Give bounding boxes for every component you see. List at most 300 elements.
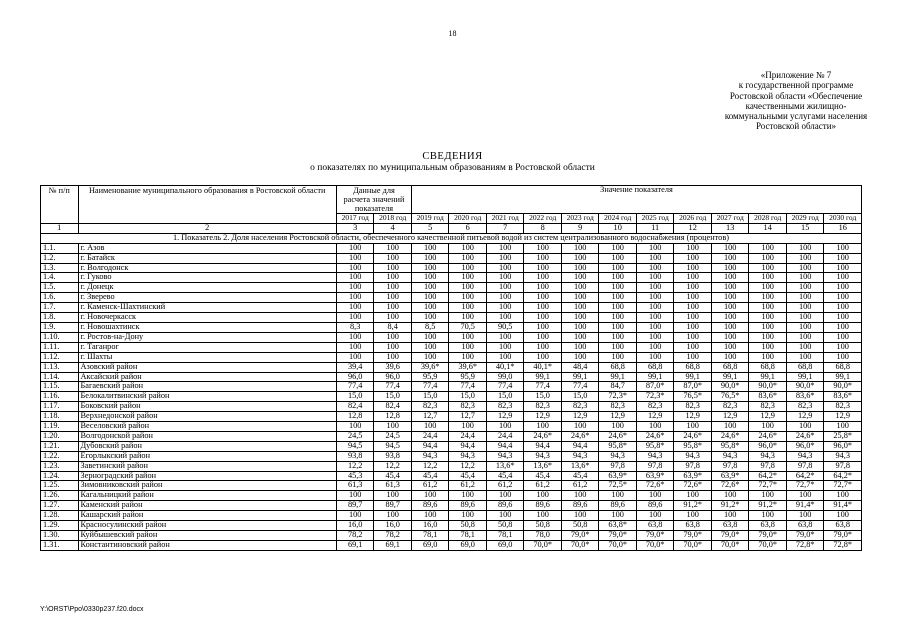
value-cell: 100 bbox=[824, 422, 862, 432]
value-cell: 100 bbox=[824, 352, 862, 362]
value-cell: 100 bbox=[374, 253, 412, 263]
value-cell: 40,1* bbox=[486, 362, 524, 372]
value-cell: 100 bbox=[711, 511, 749, 521]
value-cell: 100 bbox=[749, 491, 787, 501]
value-cell: 100 bbox=[824, 342, 862, 352]
value-cell: 61,2 bbox=[561, 481, 599, 491]
value-cell: 100 bbox=[411, 332, 449, 342]
row-number: 1.20. bbox=[41, 431, 79, 441]
value-cell: 100 bbox=[411, 313, 449, 323]
municipality-name: г. Каменск-Шахтинский bbox=[78, 303, 336, 313]
value-cell: 24,4 bbox=[486, 431, 524, 441]
value-cell: 100 bbox=[561, 273, 599, 283]
table-row bbox=[41, 362, 862, 372]
value-cell: 94,3 bbox=[561, 451, 599, 461]
row-number: 1.10. bbox=[41, 332, 79, 342]
value-cell: 100 bbox=[374, 511, 412, 521]
value-cell: 100 bbox=[524, 303, 562, 313]
value-cell: 72,7* bbox=[786, 481, 824, 491]
value-cell: 76,5* bbox=[711, 392, 749, 402]
value-cell: 100 bbox=[524, 511, 562, 521]
value-cell: 100 bbox=[786, 352, 824, 362]
header-year: 2020 год bbox=[449, 214, 487, 224]
table-row bbox=[41, 352, 862, 362]
value-cell: 99,1 bbox=[561, 372, 599, 382]
value-cell: 100 bbox=[561, 342, 599, 352]
value-cell: 83,6* bbox=[824, 392, 862, 402]
header-year: 2025 год bbox=[636, 214, 674, 224]
table-row bbox=[41, 273, 862, 283]
column-number: 10 bbox=[599, 223, 637, 233]
value-cell: 100 bbox=[449, 253, 487, 263]
value-cell: 91,4* bbox=[786, 501, 824, 511]
value-cell: 90,5 bbox=[486, 322, 524, 332]
value-cell: 68,8 bbox=[599, 362, 637, 372]
value-cell: 100 bbox=[561, 283, 599, 293]
value-cell: 99,1 bbox=[749, 372, 787, 382]
column-number: 6 bbox=[449, 223, 487, 233]
value-cell: 100 bbox=[749, 313, 787, 323]
value-cell: 39,6* bbox=[449, 362, 487, 372]
value-cell: 100 bbox=[486, 342, 524, 352]
value-cell: 77,4 bbox=[374, 382, 412, 392]
value-cell: 100 bbox=[374, 422, 412, 432]
municipality-name: Багаевский район bbox=[78, 382, 336, 392]
value-cell: 70,0* bbox=[599, 540, 637, 550]
value-cell: 100 bbox=[749, 422, 787, 432]
value-cell: 70,0* bbox=[674, 540, 712, 550]
appendix-note bbox=[688, 70, 904, 132]
column-number: 9 bbox=[561, 223, 599, 233]
value-cell: 100 bbox=[674, 491, 712, 501]
row-number: 1.9. bbox=[41, 322, 79, 332]
value-cell: 100 bbox=[449, 273, 487, 283]
value-cell: 99,1 bbox=[786, 372, 824, 382]
table-row bbox=[41, 441, 862, 451]
value-cell: 69,1 bbox=[374, 540, 412, 550]
value-cell: 100 bbox=[336, 332, 374, 342]
value-cell: 12,2 bbox=[411, 461, 449, 471]
value-cell: 72,7* bbox=[824, 481, 862, 491]
value-cell: 63,8 bbox=[786, 521, 824, 531]
municipality-name: г. Ростов-на-Дону bbox=[78, 332, 336, 342]
column-number: 5 bbox=[411, 223, 449, 233]
value-cell: 89,7 bbox=[336, 501, 374, 511]
value-cell: 100 bbox=[599, 491, 637, 501]
table-row bbox=[41, 501, 862, 511]
row-number: 1.2. bbox=[41, 253, 79, 263]
value-cell: 97,8 bbox=[636, 461, 674, 471]
value-cell: 100 bbox=[486, 491, 524, 501]
value-cell: 100 bbox=[824, 303, 862, 313]
municipality-name: Заветинский район bbox=[78, 461, 336, 471]
value-cell: 100 bbox=[524, 253, 562, 263]
value-cell: 8,4 bbox=[374, 322, 412, 332]
value-cell: 100 bbox=[636, 303, 674, 313]
value-cell: 100 bbox=[411, 491, 449, 501]
header-year: 2021 год bbox=[486, 214, 524, 224]
column-number: 11 bbox=[636, 223, 674, 233]
value-cell: 82,3 bbox=[524, 402, 562, 412]
value-cell: 25,8* bbox=[824, 431, 862, 441]
municipality-name: г. Донецк bbox=[78, 283, 336, 293]
value-cell: 78,1 bbox=[411, 531, 449, 541]
row-number: 1.23. bbox=[41, 461, 79, 471]
row-number: 1.21. bbox=[41, 441, 79, 451]
value-cell: 94,3 bbox=[411, 451, 449, 461]
table-row bbox=[41, 382, 862, 392]
value-cell: 12,9 bbox=[561, 412, 599, 422]
value-cell: 100 bbox=[374, 273, 412, 283]
header-year: 2029 год bbox=[786, 214, 824, 224]
value-cell: 90,0* bbox=[711, 382, 749, 392]
value-cell: 100 bbox=[411, 303, 449, 313]
value-cell: 100 bbox=[524, 313, 562, 323]
header-year: 2028 год bbox=[749, 214, 787, 224]
value-cell: 100 bbox=[411, 422, 449, 432]
value-cell: 24,6* bbox=[561, 431, 599, 441]
value-cell: 99,1 bbox=[711, 372, 749, 382]
value-cell: 100 bbox=[636, 283, 674, 293]
value-cell: 15,0 bbox=[374, 392, 412, 402]
value-cell: 68,8 bbox=[749, 362, 787, 372]
table-row bbox=[41, 322, 862, 332]
column-number: 7 bbox=[486, 223, 524, 233]
row-number: 1.7. bbox=[41, 303, 79, 313]
value-cell: 97,8 bbox=[711, 461, 749, 471]
row-number: 1.22. bbox=[41, 451, 79, 461]
value-cell: 100 bbox=[449, 332, 487, 342]
municipality-name: г. Новочеркасск bbox=[78, 313, 336, 323]
table-row bbox=[41, 540, 862, 550]
value-cell: 100 bbox=[674, 283, 712, 293]
value-cell: 100 bbox=[524, 293, 562, 303]
value-cell: 77,4 bbox=[411, 382, 449, 392]
value-cell: 100 bbox=[486, 283, 524, 293]
value-cell: 40,1* bbox=[524, 362, 562, 372]
value-cell: 100 bbox=[449, 303, 487, 313]
value-cell: 100 bbox=[524, 352, 562, 362]
value-cell: 100 bbox=[374, 352, 412, 362]
table-row bbox=[41, 372, 862, 382]
value-cell: 100 bbox=[824, 263, 862, 273]
appendix-line: Ростовской области» bbox=[755, 121, 837, 132]
value-cell: 100 bbox=[711, 332, 749, 342]
value-cell: 100 bbox=[824, 322, 862, 332]
table-row bbox=[41, 253, 862, 263]
value-cell: 24,6* bbox=[674, 431, 712, 441]
value-cell: 97,8 bbox=[674, 461, 712, 471]
value-cell: 100 bbox=[411, 283, 449, 293]
value-cell: 12,9 bbox=[786, 412, 824, 422]
value-cell: 90,0* bbox=[749, 382, 787, 392]
value-cell: 96,0 bbox=[374, 372, 412, 382]
municipality-name: г. Батайск bbox=[78, 253, 336, 263]
header-year: 2026 год bbox=[674, 214, 712, 224]
value-cell: 100 bbox=[674, 313, 712, 323]
value-cell: 12,2 bbox=[449, 461, 487, 471]
value-cell: 100 bbox=[374, 491, 412, 501]
value-cell: 100 bbox=[374, 303, 412, 313]
value-cell: 100 bbox=[786, 243, 824, 253]
value-cell: 100 bbox=[786, 293, 824, 303]
value-cell: 48,4 bbox=[561, 362, 599, 372]
municipality-name: Азовский район bbox=[78, 362, 336, 372]
value-cell: 68,8 bbox=[636, 362, 674, 372]
value-cell: 100 bbox=[374, 342, 412, 352]
value-cell: 78,0 bbox=[524, 531, 562, 541]
document-subtitle: о показателях по муниципальным образованиям в Ростовской области bbox=[310, 163, 595, 173]
value-cell: 100 bbox=[786, 491, 824, 501]
value-cell: 79,0* bbox=[749, 531, 787, 541]
value-cell: 100 bbox=[524, 322, 562, 332]
value-cell: 100 bbox=[561, 313, 599, 323]
value-cell: 100 bbox=[636, 342, 674, 352]
value-cell: 63,8 bbox=[824, 521, 862, 531]
table-row bbox=[41, 461, 862, 471]
row-number: 1.11. bbox=[41, 342, 79, 352]
table-row bbox=[41, 313, 862, 323]
row-number: 1.28. bbox=[41, 511, 79, 521]
value-cell: 24,4 bbox=[411, 431, 449, 441]
value-cell: 100 bbox=[824, 253, 862, 263]
row-number: 1.17. bbox=[41, 402, 79, 412]
row-number: 1.24. bbox=[41, 471, 79, 481]
value-cell: 93,8 bbox=[336, 451, 374, 461]
value-cell: 82,3 bbox=[711, 402, 749, 412]
municipality-name: Кагальницкий район bbox=[78, 491, 336, 501]
value-cell: 100 bbox=[524, 243, 562, 253]
value-cell: 100 bbox=[599, 511, 637, 521]
value-cell: 72,6* bbox=[636, 481, 674, 491]
value-cell: 91,4* bbox=[824, 501, 862, 511]
value-cell: 100 bbox=[486, 243, 524, 253]
value-cell: 100 bbox=[674, 342, 712, 352]
value-cell: 87,0* bbox=[636, 382, 674, 392]
value-cell: 100 bbox=[599, 313, 637, 323]
appendix-line: «Приложение № 7 bbox=[760, 70, 832, 80]
value-cell: 100 bbox=[449, 491, 487, 501]
value-cell: 79,0* bbox=[561, 531, 599, 541]
value-cell: 100 bbox=[561, 422, 599, 432]
value-cell: 100 bbox=[449, 352, 487, 362]
value-cell: 100 bbox=[336, 283, 374, 293]
value-cell: 100 bbox=[674, 253, 712, 263]
table-row bbox=[41, 342, 862, 352]
row-number: 1.18. bbox=[41, 412, 79, 422]
value-cell: 24,5 bbox=[336, 431, 374, 441]
value-cell: 100 bbox=[524, 342, 562, 352]
value-cell: 12,9 bbox=[599, 412, 637, 422]
table-row bbox=[41, 521, 862, 531]
value-cell: 100 bbox=[599, 422, 637, 432]
value-cell: 69,1 bbox=[336, 540, 374, 550]
value-cell: 13,6* bbox=[561, 461, 599, 471]
value-cell: 100 bbox=[824, 273, 862, 283]
table-row bbox=[41, 491, 862, 501]
value-cell: 100 bbox=[524, 422, 562, 432]
value-cell: 100 bbox=[786, 283, 824, 293]
value-cell: 100 bbox=[599, 263, 637, 273]
value-cell: 63,9* bbox=[636, 471, 674, 481]
value-cell: 70,0* bbox=[524, 540, 562, 550]
row-number: 1.14. bbox=[41, 372, 79, 382]
value-cell: 100 bbox=[786, 263, 824, 273]
row-number: 1.29. bbox=[41, 521, 79, 531]
value-cell: 87,0* bbox=[674, 382, 712, 392]
value-cell: 95,8* bbox=[599, 441, 637, 451]
value-cell: 100 bbox=[411, 293, 449, 303]
value-cell: 100 bbox=[599, 322, 637, 332]
row-number: 1.13. bbox=[41, 362, 79, 372]
table-row bbox=[41, 431, 862, 441]
value-cell: 100 bbox=[336, 303, 374, 313]
value-cell: 72,7* bbox=[749, 481, 787, 491]
value-cell: 100 bbox=[561, 293, 599, 303]
value-cell: 100 bbox=[749, 352, 787, 362]
value-cell: 61,2 bbox=[524, 481, 562, 491]
value-cell: 100 bbox=[374, 283, 412, 293]
value-cell: 64,2* bbox=[749, 471, 787, 481]
value-cell: 12,9 bbox=[524, 412, 562, 422]
municipality-name: Егорлыкский район bbox=[78, 451, 336, 461]
value-cell: 100 bbox=[711, 322, 749, 332]
value-cell: 100 bbox=[374, 263, 412, 273]
value-cell: 79,0* bbox=[636, 531, 674, 541]
value-cell: 100 bbox=[711, 253, 749, 263]
value-cell: 93,8 bbox=[374, 451, 412, 461]
value-cell: 100 bbox=[336, 313, 374, 323]
value-cell: 89,6 bbox=[561, 501, 599, 511]
value-cell: 63,8 bbox=[711, 521, 749, 531]
value-cell: 100 bbox=[599, 352, 637, 362]
value-cell: 100 bbox=[711, 352, 749, 362]
value-cell: 100 bbox=[374, 313, 412, 323]
municipality-name: Веселовский район bbox=[78, 422, 336, 432]
value-cell: 12,7 bbox=[449, 412, 487, 422]
value-cell: 100 bbox=[786, 332, 824, 342]
value-cell: 100 bbox=[486, 293, 524, 303]
value-cell: 100 bbox=[636, 273, 674, 283]
row-number: 1.1. bbox=[41, 243, 79, 253]
value-cell: 94,3 bbox=[636, 451, 674, 461]
value-cell: 100 bbox=[674, 303, 712, 313]
value-cell: 94,3 bbox=[674, 451, 712, 461]
value-cell: 39,6 bbox=[374, 362, 412, 372]
value-cell: 12,9 bbox=[824, 412, 862, 422]
value-cell: 100 bbox=[786, 322, 824, 332]
table-row bbox=[41, 422, 862, 432]
value-cell: 99,1 bbox=[599, 372, 637, 382]
value-cell: 68,8 bbox=[786, 362, 824, 372]
value-cell: 100 bbox=[486, 511, 524, 521]
value-cell: 100 bbox=[786, 303, 824, 313]
table-row bbox=[41, 412, 862, 422]
value-cell: 100 bbox=[711, 283, 749, 293]
value-cell: 63,9* bbox=[599, 471, 637, 481]
value-cell: 91,2* bbox=[711, 501, 749, 511]
value-cell: 24,6* bbox=[749, 431, 787, 441]
header-year: 2024 год bbox=[599, 214, 637, 224]
value-cell: 99,1 bbox=[824, 372, 862, 382]
value-cell: 100 bbox=[449, 313, 487, 323]
value-cell: 100 bbox=[449, 283, 487, 293]
value-cell: 82,3 bbox=[486, 402, 524, 412]
value-cell: 100 bbox=[411, 511, 449, 521]
column-number: 13 bbox=[711, 223, 749, 233]
value-cell: 15,0 bbox=[449, 392, 487, 402]
municipality-name: Каменский район bbox=[78, 501, 336, 511]
column-number: 8 bbox=[524, 223, 562, 233]
value-cell: 99,1 bbox=[524, 372, 562, 382]
value-cell: 72,5* bbox=[599, 481, 637, 491]
value-cell: 100 bbox=[561, 511, 599, 521]
value-cell: 89,6 bbox=[486, 501, 524, 511]
value-cell: 100 bbox=[749, 511, 787, 521]
value-cell: 94,5 bbox=[374, 441, 412, 451]
municipality-name: Зерноградский район bbox=[78, 471, 336, 481]
header-year: 2030 год bbox=[824, 214, 862, 224]
value-cell: 76,5* bbox=[674, 392, 712, 402]
municipality-name: г. Волгодонск bbox=[78, 263, 336, 273]
row-number: 1.12. bbox=[41, 352, 79, 362]
table-row bbox=[41, 332, 862, 342]
row-number: 1.31. bbox=[41, 540, 79, 550]
value-cell: 100 bbox=[486, 253, 524, 263]
value-cell: 45,4 bbox=[486, 471, 524, 481]
row-number: 1.3. bbox=[41, 263, 79, 273]
value-cell: 82,3 bbox=[786, 402, 824, 412]
value-cell: 94,4 bbox=[449, 441, 487, 451]
value-cell: 24,6* bbox=[711, 431, 749, 441]
appendix-line: коммунальными услугами населения bbox=[724, 111, 868, 122]
municipality-name: г. Азов bbox=[78, 243, 336, 253]
table-row bbox=[41, 451, 862, 461]
column-number: 3 bbox=[336, 223, 374, 233]
value-cell: 100 bbox=[411, 263, 449, 273]
value-cell: 95,9 bbox=[411, 372, 449, 382]
value-cell: 82,3 bbox=[636, 402, 674, 412]
value-cell: 100 bbox=[524, 263, 562, 273]
value-cell: 100 bbox=[786, 253, 824, 263]
value-cell: 70,0* bbox=[749, 540, 787, 550]
value-cell: 79,0* bbox=[786, 531, 824, 541]
value-cell: 89,7 bbox=[374, 501, 412, 511]
header-year: 2022 год bbox=[524, 214, 562, 224]
value-cell: 15,0 bbox=[486, 392, 524, 402]
value-cell: 100 bbox=[336, 511, 374, 521]
value-cell: 100 bbox=[561, 332, 599, 342]
value-cell: 70,5 bbox=[449, 322, 487, 332]
value-cell: 72,8* bbox=[786, 540, 824, 550]
value-cell: 97,8 bbox=[599, 461, 637, 471]
value-cell: 100 bbox=[636, 293, 674, 303]
value-cell: 77,4 bbox=[336, 382, 374, 392]
value-cell: 100 bbox=[711, 422, 749, 432]
value-cell: 100 bbox=[636, 243, 674, 253]
value-cell: 100 bbox=[336, 243, 374, 253]
header-column-numbers-row bbox=[41, 223, 862, 233]
value-cell: 100 bbox=[449, 422, 487, 432]
value-cell: 100 bbox=[486, 303, 524, 313]
column-number: 4 bbox=[374, 223, 412, 233]
value-cell: 100 bbox=[336, 293, 374, 303]
value-cell: 78,1 bbox=[486, 531, 524, 541]
value-cell: 100 bbox=[336, 263, 374, 273]
value-cell: 24,6* bbox=[636, 431, 674, 441]
value-cell: 94,3 bbox=[786, 451, 824, 461]
header-year: 2023 год bbox=[561, 214, 599, 224]
